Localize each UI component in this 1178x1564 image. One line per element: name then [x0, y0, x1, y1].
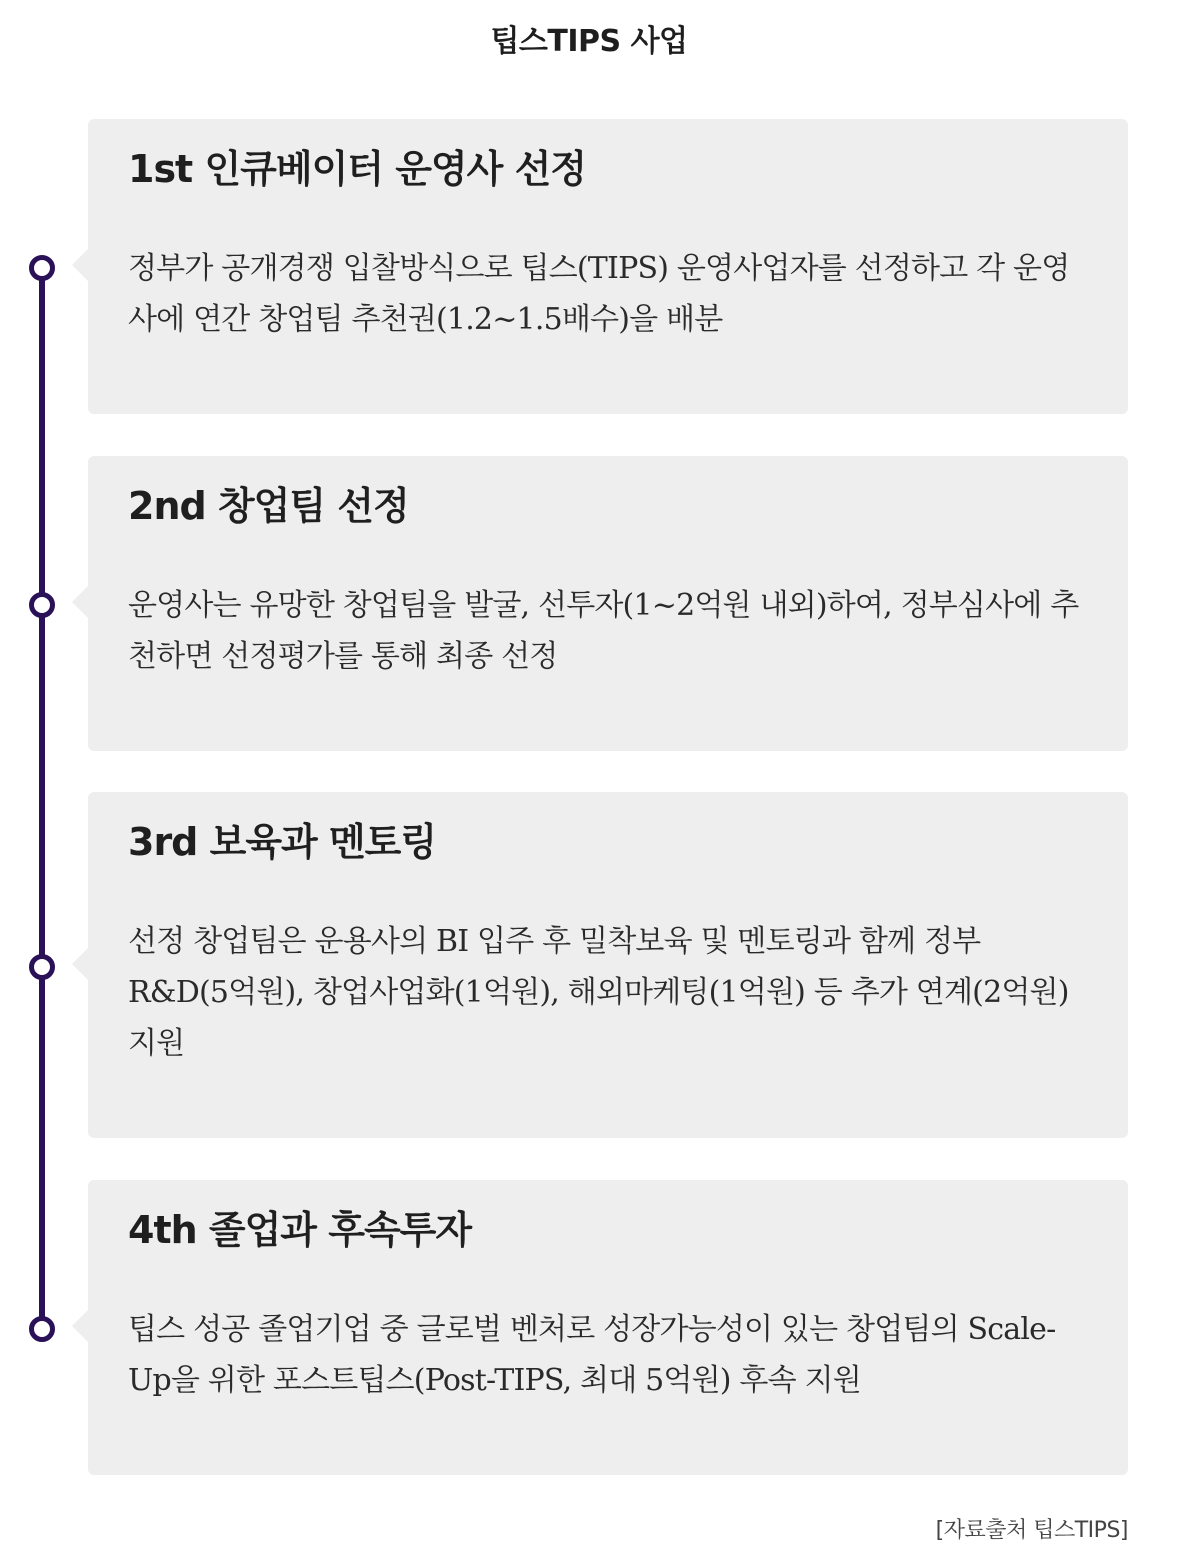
step-title: 1st 인큐베이터 운영사 선정 — [128, 147, 586, 191]
page-title: 팁스TIPS 사업 — [490, 24, 688, 59]
source-credit: [자료출처 팁스TIPS] — [935, 1518, 1128, 1543]
step-title: 2nd 창업팀 선정 — [128, 484, 409, 528]
timeline-dot-4 — [29, 1316, 55, 1342]
timeline-dot-2 — [29, 592, 55, 618]
step-card-3 — [88, 792, 1128, 1138]
step-title: 4th 졸업과 후속투자 — [128, 1208, 472, 1252]
timeline-dot-1 — [29, 255, 55, 281]
step-card-1 — [88, 119, 1128, 414]
step-description: 운영사는 유망한 창업팀을 발굴, 선투자(1~2억원 내외)하여, 정부심사에 추천하면 선정평가를 통해 최종 선정 — [128, 588, 1079, 674]
step-card-2 — [88, 456, 1128, 751]
step-description: 선정 창업팀은 운용사의 BI 입주 후 밀착보육 및 멘토링과 함께 정부 R&D(5억원), 창업사업화(1억원), 해외마케팅(1억원) 등 추가 연계(2억원) 지원 — [128, 924, 1069, 1061]
step-card-4 — [88, 1180, 1128, 1475]
timeline-line — [39, 266, 45, 1328]
step-title: 3rd 보육과 멘토링 — [128, 820, 437, 864]
step-description: 팁스 성공 졸업기업 중 글로벌 벤처로 성장가능성이 있는 창업팀의 Scale-Up을 위한 포스트팁스(Post-TIPS, 최대 5억원) 후속 지원 — [128, 1312, 1056, 1398]
step-description: 정부가 공개경쟁 입찰방식으로 팁스(TIPS) 운영사업자를 선정하고 각 운영사에 연간 창업팀 추천권(1.2~1.5배수)을 배분 — [128, 251, 1070, 337]
timeline-dot-3 — [29, 954, 55, 980]
